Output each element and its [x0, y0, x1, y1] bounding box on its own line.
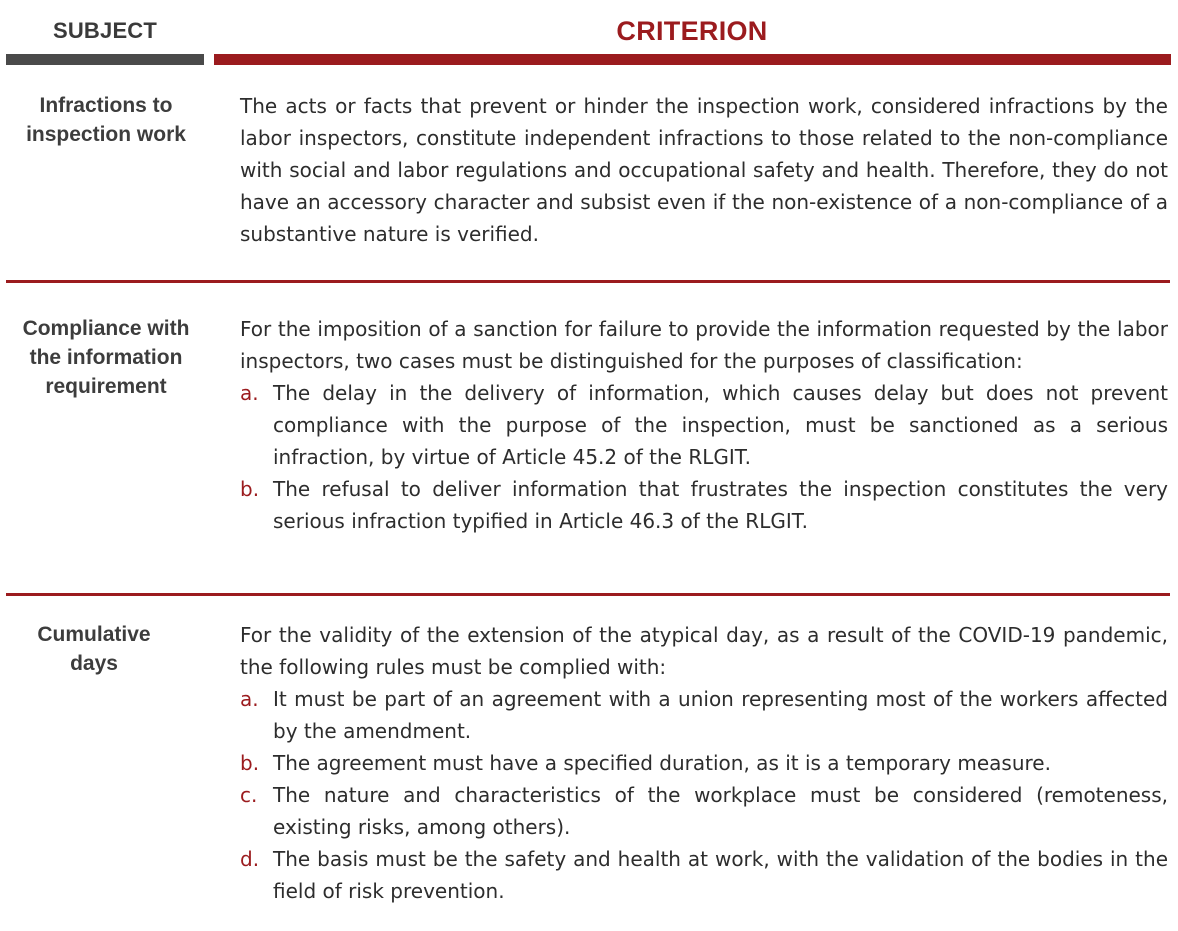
subject-line: Cumulative [37, 623, 151, 646]
row-3-subject [0, 620, 194, 678]
list-item [240, 377, 1168, 473]
list-marker: b. [240, 751, 260, 775]
list-item-text: It must be part of an agreement with a union representing most of the workers affected by the amendment. [273, 687, 1168, 743]
row-1-subject [6, 91, 206, 149]
criterion-intro: For the imposition of a sanction for failure to provide the information requested by the labor inspectors, two cases must be distinguished for the purposes of classification: [240, 317, 1168, 373]
criterion-paragraph: The acts or facts that prevent or hinder the inspection work, considered infractions by the labor inspectors, constitute independent infractions to those related to the non-compliance with social and labor regulations and occupational safety and health. Therefore, they do not have an accessory character and subsist even if the non-existence of a non-compliance of a substantive nature is verified. [240, 94, 1168, 246]
list-item-text: The refusal to deliver information that frustrates the inspection constitutes the very serious infraction typified in Article 46.3 of the RLGIT. [273, 477, 1168, 533]
row-divider [6, 280, 1170, 283]
criterion-column-header: CRITERION [616, 16, 768, 46]
row-2-subject [6, 314, 206, 401]
row-2-criterion [240, 313, 1168, 537]
list-item-text: The delay in the delivery of information, which causes delay but does not prevent compliance with the purpose of the inspection, must be sanctioned as a serious infraction, by virtue of Article 45.2 of the RLGIT. [273, 381, 1168, 469]
list-item [240, 683, 1168, 747]
list-item [240, 473, 1168, 537]
list-marker: c. [240, 783, 258, 807]
list-marker: d. [240, 847, 260, 871]
list-marker: a. [240, 687, 259, 711]
list-item [240, 843, 1168, 907]
row-1-criterion [240, 90, 1168, 250]
subject-line: inspection work [26, 123, 186, 146]
subject-header-bar [6, 54, 204, 65]
row-3-criterion [240, 619, 1168, 907]
subject-column-header: SUBJECT [52, 18, 158, 43]
subject-line: days [70, 652, 118, 675]
criterion-header-bar [214, 54, 1171, 65]
list-marker: b. [240, 477, 260, 501]
list-item-text: The basis must be the safety and health at work, with the validation of the bodies in the field of risk prevention. [273, 847, 1168, 903]
subject-line: requirement [45, 375, 167, 398]
subject-line: the information [29, 346, 183, 369]
row-divider [6, 593, 1170, 596]
subject-line: Infractions to [39, 94, 173, 117]
list-item-text: The agreement must have a specified duration, as it is a temporary measure. [273, 751, 1051, 775]
criterion-intro: For the validity of the extension of the atypical day, as a result of the COVID-19 pandemic, the following rules must be complied with: [240, 623, 1168, 679]
list-item [240, 747, 1168, 779]
list-item-text: The nature and characteristics of the workplace must be considered (remoteness, existing risks, among others). [273, 783, 1168, 839]
list-marker: a. [240, 381, 259, 405]
list-item [240, 779, 1168, 843]
subject-line: Compliance with [22, 317, 190, 340]
